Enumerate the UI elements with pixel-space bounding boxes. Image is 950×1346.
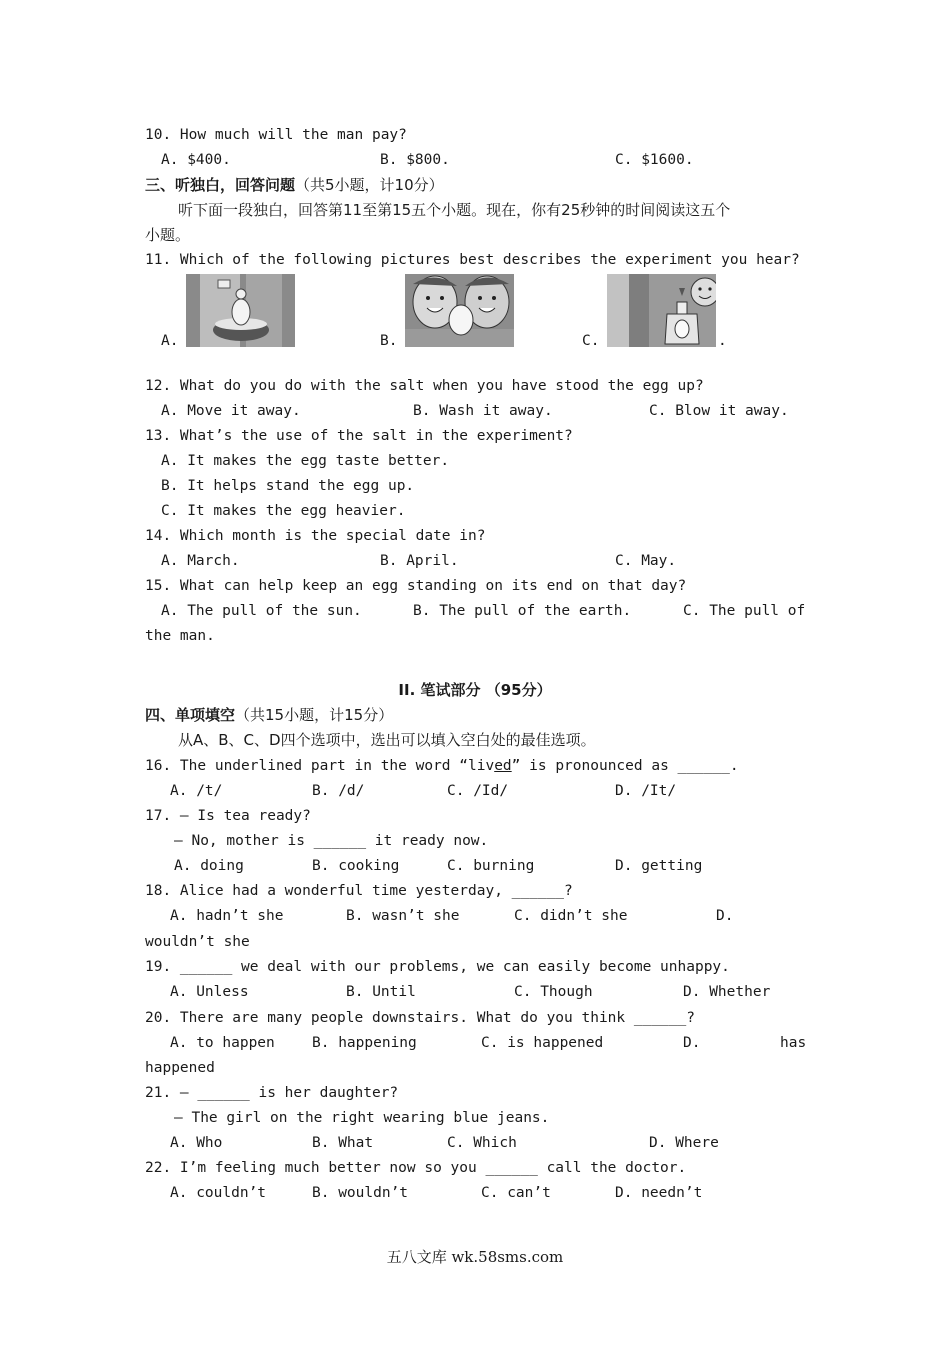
q12-option-a: A. Move it away. [161, 403, 301, 419]
q21-option-b: B. What [312, 1135, 374, 1151]
q20-question: 20. There are many people downstairs. What do you think ______? [145, 1010, 695, 1026]
section3-heading [145, 175, 444, 195]
q20-option-c: C. is happened [481, 1035, 604, 1051]
section4-subtitle: （共15小题，计15分） [235, 706, 394, 724]
q19-question: 19. ______ we deal with our problems, we can easily become unhappy. [145, 959, 730, 975]
q16-question-pre: 16. The underlined part in the word “liv [145, 758, 495, 774]
q17-line2: — No, mother is ______ it ready now. [174, 833, 489, 849]
q10-option-b: B. $800. [380, 152, 450, 168]
q17-option-d: D. getting [615, 858, 703, 874]
section4-title: 四、单项填空 [145, 706, 236, 724]
section3-intro-line2: 小题。 [145, 226, 191, 244]
q20-option-b: B. happening [312, 1035, 417, 1051]
q12-option-c: C. Blow it away. [649, 403, 789, 419]
q15-option-c: C. The pull of [683, 603, 806, 619]
q14-question: 14. Which month is the special date in? [145, 528, 486, 544]
q19-option-c: C. Though [514, 984, 593, 1000]
q13-question: 13. What’s the use of the salt in the experiment? [145, 428, 573, 444]
section3-intro-line1: 听下面一段独白，回答第11至第15五个小题。现在，你有25秒钟的时间阅读这五个 [178, 201, 731, 219]
footer-watermark: 五八文库 wk.58sms.com [386, 1248, 564, 1266]
q21-line2: — The girl on the right wearing blue jeans. [174, 1110, 550, 1126]
q10-option-a: A. $400. [161, 152, 231, 168]
section3-title: 三、听独白，回答问题 [145, 176, 296, 194]
picture-a-egg-in-salt-bowl [186, 274, 295, 347]
q17-option-b: B. cooking [312, 858, 400, 874]
q12-question: 12. What do you do with the salt when you have stood the egg up? [145, 378, 704, 394]
q20-option-d-continued: happened [145, 1060, 215, 1076]
q22-option-a: A. couldn’t [170, 1185, 267, 1201]
q11-option-b: B. [380, 333, 398, 349]
q19-option-a: A. Unless [170, 984, 249, 1000]
q10-option-c: C. $1600. [615, 152, 694, 168]
part2-title: II. 笔试部分 （95分） [398, 681, 552, 699]
q22-option-d: D. needn’t [615, 1185, 703, 1201]
q15-option-a: A. The pull of the sun. [161, 603, 362, 619]
q11-question: 11. Which of the following pictures best describes the experiment you hear? [145, 252, 800, 268]
q13-option-b: B. It helps stand the egg up. [161, 478, 415, 494]
q18-option-b: B. wasn’t she [346, 908, 460, 924]
q15-option-b: B. The pull of the earth. [413, 603, 632, 619]
q21-line1: 21. — ______ is her daughter? [145, 1085, 399, 1101]
q12-option-b: B. Wash it away. [413, 403, 553, 419]
q20-option-d: D. [683, 1035, 701, 1051]
q16-option-c: C. /Id/ [447, 783, 509, 799]
q15-question: 15. What can help keep an egg standing on its end on that day? [145, 578, 687, 594]
q16-question [145, 756, 739, 776]
q14-option-b: B. April. [380, 553, 459, 569]
q17-option-a: A. doing [174, 858, 244, 874]
q16-option-b: B. /d/ [312, 783, 365, 799]
q21-option-d: D. Where [649, 1135, 719, 1151]
section3-subtitle: （共5小题，计10分） [295, 176, 444, 194]
q18-question: 18. Alice had a wonderful time yesterday, ______? [145, 883, 573, 899]
section4-intro: 从A、B、C、D四个选项中，选出可以填入空白处的最佳选项。 [178, 731, 596, 749]
q16-underlined-part: ed [494, 758, 512, 774]
q21-option-a: A. Who [170, 1135, 223, 1151]
q16-option-d: D. /It/ [615, 783, 677, 799]
q18-option-d: D. [716, 908, 734, 924]
q20-option-d-word: has [780, 1035, 807, 1051]
q15-option-c-continued: the man. [145, 628, 215, 644]
picture-b-faces-with-egg [405, 274, 514, 347]
q18-option-c: C. didn’t she [514, 908, 628, 924]
q17-line1: 17. — Is tea ready? [145, 808, 311, 824]
section4-heading [145, 705, 393, 725]
q13-option-c: C. It makes the egg heavier. [161, 503, 406, 519]
q14-option-a: A. March. [161, 553, 240, 569]
q17-option-c: C. burning [447, 858, 535, 874]
q10-question: 10. How much will the man pay? [145, 127, 407, 143]
q11-option-c-period: . [718, 333, 727, 349]
q22-question: 22. I’m feeling much better now so you ______ call the doctor. [145, 1160, 687, 1176]
q19-option-d: D. Whether [683, 984, 771, 1000]
q11-option-a: A. [161, 333, 179, 349]
q16-question-post: ” is pronounced as ______. [511, 758, 739, 774]
picture-c-egg-on-bottle [607, 274, 716, 347]
q11-option-c: C. [582, 333, 600, 349]
q22-option-b: B. wouldn’t [312, 1185, 409, 1201]
q13-option-a: A. It makes the egg taste better. [161, 453, 450, 469]
q21-option-c: C. Which [447, 1135, 517, 1151]
q18-option-a: A. hadn’t she [170, 908, 284, 924]
q18-option-d-continued: wouldn’t she [145, 934, 250, 950]
q20-option-a: A. to happen [170, 1035, 275, 1051]
q19-option-b: B. Until [346, 984, 416, 1000]
q14-option-c: C. May. [615, 553, 677, 569]
q22-option-c: C. can’t [481, 1185, 551, 1201]
q16-option-a: A. /t/ [170, 783, 223, 799]
